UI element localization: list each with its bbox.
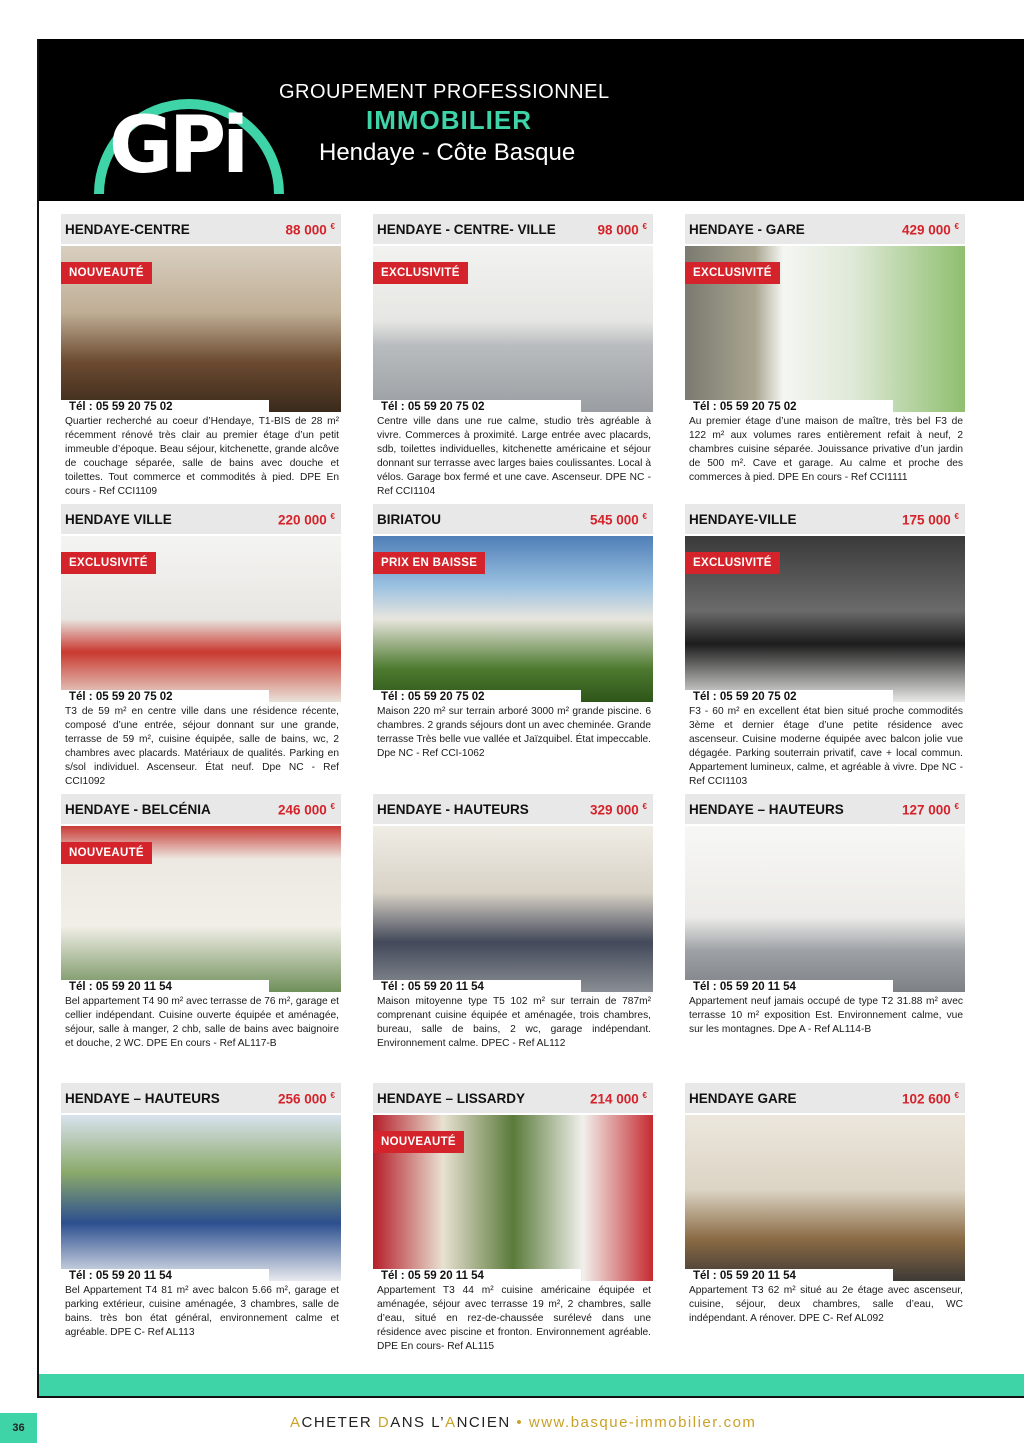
- agency-header: [39, 39, 1024, 201]
- listing-title-bar: [373, 214, 653, 244]
- listing-title-bar: [61, 1083, 341, 1113]
- listing-card[interactable]: [61, 504, 341, 787]
- listing-price-currency: €: [954, 1091, 959, 1100]
- listing-title: HENDAYE - GARE: [689, 222, 805, 237]
- listing-card[interactable]: [685, 214, 965, 494]
- listing-phone[interactable]: Tél : 05 59 20 11 54: [61, 980, 269, 994]
- listing-title-bar: [685, 504, 965, 534]
- listing-card[interactable]: [685, 794, 965, 1074]
- listing-price-value: 220 000: [277, 512, 331, 528]
- listing-price-value: 246 000: [277, 802, 331, 818]
- footer-bullet: •: [516, 1414, 524, 1431]
- footer-letter-a1: A: [290, 1414, 302, 1431]
- listing-card[interactable]: [373, 214, 653, 497]
- footer-accent-bar: [37, 1374, 1024, 1396]
- listing-price-value: 127 000: [901, 802, 955, 818]
- listing-card[interactable]: [373, 1083, 653, 1363]
- header-line-3: Hendaye - Côte Basque: [319, 139, 576, 166]
- listing-price-value: 256 000: [277, 1091, 331, 1107]
- listing-badge: EXCLUSIVITÉ: [373, 262, 468, 284]
- listing-photo[interactable]: [61, 826, 341, 992]
- footer-letter-a2: A: [445, 1414, 457, 1431]
- listing-title: HENDAYE – HAUTEURS: [65, 1091, 220, 1106]
- listing-description: Appartement neuf jamais occupé de type T2 31.88 m² avec terrasse 10 m² exposition Est. Environnement calme, vue sur les montagnes. Dpe A - Ref AL114-B: [689, 996, 963, 1035]
- listing-description: Centre ville dans une rue calme, studio très agréable à vivre. Commerces à proximité. Large entrée avec placards, sdb, toilettes individuelles, kitchenette américaine et séjour donnant sur terrasse avec larges baies coulissantes. Local à vélos. Garage box fermé et une cave. Ascenseur. DPE NC - Ref CCI1104: [377, 416, 651, 497]
- gpi-logo: GPi: [109, 101, 245, 191]
- listing-photo[interactable]: [373, 826, 653, 992]
- listing-badge: EXCLUSIVITÉ: [685, 552, 780, 574]
- footer-divider: [37, 1396, 1024, 1398]
- listing-phone[interactable]: Tél : 05 59 20 11 54: [685, 980, 893, 994]
- listing-photo[interactable]: [373, 536, 653, 702]
- listing-title: HENDAYE GARE: [689, 1091, 797, 1106]
- listing-card[interactable]: [61, 214, 341, 497]
- listing-price-currency: €: [330, 1091, 335, 1100]
- listing-title: HENDAYE - CENTRE- VILLE: [377, 222, 556, 237]
- listing-title-bar: [61, 794, 341, 824]
- listing-price-currency: €: [642, 1091, 647, 1100]
- listing-title: HENDAYE VILLE: [65, 512, 172, 527]
- listing-description: Appartement T3 62 m² situé au 2e étage avec ascenseur, cuisine, séjour, deux chambres, salle d’eau, WC indépendant. A rénover. DPE C- Ref AL092: [689, 1285, 963, 1324]
- listing-phone[interactable]: Tél : 05 59 20 75 02: [373, 400, 581, 414]
- listing-phone[interactable]: Tél : 05 59 20 75 02: [61, 400, 269, 414]
- listing-price-currency: €: [954, 222, 959, 231]
- listing-card[interactable]: [61, 794, 341, 1074]
- listing-badge: PRIX EN BAISSE: [373, 552, 485, 574]
- listing-price-value: 98 000: [597, 222, 643, 238]
- listing-title-bar: [61, 504, 341, 534]
- listing-phone[interactable]: Tél : 05 59 20 11 54: [373, 980, 581, 994]
- listing-title: BIRIATOU: [377, 512, 441, 527]
- listing-title: HENDAYE – HAUTEURS: [689, 802, 844, 817]
- listing-badge: NOUVEAUTÉ: [61, 842, 152, 864]
- listing-description: T3 de 59 m² en centre ville dans une résidence récente, composé d’une entrée, séjour donnant sur une grande, terrasse de 59 m², cuisine équipée, salle de bains, wc, 2 chambres avec placards. Matériaux de qualités. Parking en s/sol individuel. Ascenseur. État neuf. Dpe NC - Ref CCI1092: [65, 706, 339, 787]
- listing-title-bar: [685, 794, 965, 824]
- footer-word-3: NCIEN: [456, 1414, 511, 1431]
- listing-photo[interactable]: [373, 246, 653, 412]
- listing-card[interactable]: [61, 1083, 341, 1363]
- listing-price: [902, 1091, 959, 1107]
- listing-phone[interactable]: Tél : 05 59 20 75 02: [373, 690, 581, 704]
- listing-card[interactable]: [373, 794, 653, 1074]
- listing-description: Maison 220 m² sur terrain arboré 3000 m² grande piscine. 6 chambres. 2 grands séjours dont un avec cheminée. Grande terrasse Très belle vue vallée et Jaïzquibel. État impeccable. Dpe NC - Ref CCI-1062: [377, 706, 651, 759]
- listing-description: Appartement T3 44 m² cuisine américaine équipée et aménagée, séjour avec terrasse 19 m², 2 chambres, salle d’eau, situé en rez-de-chaussée surélevé dans une résidence avec piscine et fronton. Environnement agréable. DPE En cours- Ref AL115: [377, 1285, 651, 1352]
- listing-description: Bel appartement T4 90 m² avec terrasse de 76 m², garage et cellier indépendant. Cuisine ouverte équipée et aménagée, séjour, salle à manger, 2 chb, salle de bains avec baignoire et douche, 2 WC. DPE En cours - Ref AL117-B: [65, 996, 339, 1049]
- listing-price: [598, 222, 648, 238]
- listing-description: F3 - 60 m² en excellent état bien situé proche commodités 3ème et dernier étage d’une petite résidence avec ascenseur. Cuisine moderne équipée avec balcon jolie vue dégagée. Parking souterrain privatif, cave + local commun. Appartement lumineux, calme, et agréable à vivre. Dpe NC - Ref CCI1103: [689, 706, 963, 787]
- listing-photo[interactable]: [685, 246, 965, 412]
- listing-title: HENDAYE - BELCÉNIA: [65, 802, 211, 817]
- listing-price: [590, 802, 647, 818]
- listing-price-currency: €: [642, 222, 647, 231]
- listing-badge: EXCLUSIVITÉ: [61, 552, 156, 574]
- listing-description: Quartier recherché au coeur d’Hendaye, T1-BIS de 28 m² récemment rénové très clair au premier étage d’un petit immeuble d’époque. Beau séjour, kitchenette, grande alcôve de couchage séparée, salle de bains avec douche et toilettes. Tout commerce et commodités à pied. DPE En cours - Ref CCI1109: [65, 416, 339, 497]
- listing-price-currency: €: [642, 802, 647, 811]
- footer-word-1: CHETER: [301, 1414, 378, 1431]
- listing-price: [286, 222, 336, 238]
- listing-price-currency: €: [642, 512, 647, 521]
- listing-description: Bel Appartement T4 81 m² avec balcon 5.66 m², garage et parking extérieur, cuisine aménagée, 3 chambres, salle de bains. très bon état général, environnement calme et agréable. DPE C- Ref AL113: [65, 1285, 339, 1338]
- listing-photo[interactable]: [61, 536, 341, 702]
- listing-price-currency: €: [330, 222, 335, 231]
- listing-badge: NOUVEAUTÉ: [61, 262, 152, 284]
- footer-letter-d: D: [377, 1414, 391, 1431]
- listing-title: HENDAYE - HAUTEURS: [377, 802, 529, 817]
- listing-phone[interactable]: Tél : 05 59 20 11 54: [685, 1269, 893, 1283]
- listing-price-value: 214 000: [589, 1091, 643, 1107]
- listing-title-bar: [373, 504, 653, 534]
- listing-title-bar: [685, 214, 965, 244]
- listing-phone[interactable]: Tél : 05 59 20 75 02: [685, 400, 893, 414]
- listing-photo[interactable]: [61, 1115, 341, 1281]
- listing-title: HENDAYE-VILLE: [689, 512, 797, 527]
- listing-price-currency: €: [954, 512, 959, 521]
- listing-price-value: 175 000: [901, 512, 955, 528]
- listing-badge: NOUVEAUTÉ: [373, 1131, 464, 1153]
- listing-title-bar: [373, 794, 653, 824]
- listing-badge: EXCLUSIVITÉ: [685, 262, 780, 284]
- listing-price-value: 545 000: [589, 512, 643, 528]
- listing-photo[interactable]: [685, 826, 965, 992]
- listing-card[interactable]: [685, 1083, 965, 1363]
- listing-price: [278, 1091, 335, 1107]
- listing-price: [902, 802, 959, 818]
- listing-phone[interactable]: Tél : 05 59 20 75 02: [61, 690, 269, 704]
- listing-description: Au premier étage d’une maison de maître, très bel F3 de 122 m² aux volumes rares entièrement refait à neuf, 2 chambres cuisine séparée. Jouissance privative d’un jardin de 500 m². Cave et garage. Au calme et proche des commerces à pied. DPE En cours - Ref CCI1111: [689, 416, 963, 483]
- listing-price-value: 88 000: [285, 222, 331, 238]
- listing-price-currency: €: [954, 802, 959, 811]
- listing-price: [278, 802, 335, 818]
- listing-photo[interactable]: [685, 536, 965, 702]
- listing-title-bar: [373, 1083, 653, 1113]
- listing-price-value: 102 600: [901, 1091, 955, 1107]
- footer-tagline: [290, 1414, 756, 1431]
- page-number: 36: [0, 1413, 37, 1443]
- listing-price: [902, 512, 959, 528]
- listing-title: HENDAYE – LISSARDY: [377, 1091, 526, 1106]
- listing-card[interactable]: [373, 504, 653, 784]
- listing-price-currency: €: [330, 512, 335, 521]
- listing-phone[interactable]: Tél : 05 59 20 11 54: [61, 1269, 269, 1283]
- listing-price-value: 329 000: [589, 802, 643, 818]
- listing-price: [590, 1091, 647, 1107]
- listing-price: [902, 222, 959, 238]
- footer-url-link[interactable]: www.basque-immobilier.com: [528, 1414, 757, 1431]
- listing-title-bar: [685, 1083, 965, 1113]
- listing-card[interactable]: [685, 504, 965, 787]
- listing-price-currency: €: [330, 802, 335, 811]
- listing-phone[interactable]: Tél : 05 59 20 75 02: [685, 690, 893, 704]
- listing-price: [590, 512, 647, 528]
- listing-photo[interactable]: [373, 1115, 653, 1281]
- footer-word-2: ANS L’: [390, 1414, 446, 1431]
- listing-photo[interactable]: [685, 1115, 965, 1281]
- header-line-1: GROUPEMENT PROFESSIONNEL: [279, 81, 610, 103]
- listing-price-value: 429 000: [901, 222, 955, 238]
- listing-description: Maison mitoyenne type T5 102 m² sur terrain de 787m² comprenant cuisine équipée et aménagée, trois chambres, bureau, salle de bains, 2 wc, garage indépendant. Environnement calme. DPEC - Ref AL112: [377, 996, 651, 1049]
- listing-phone[interactable]: Tél : 05 59 20 11 54: [373, 1269, 581, 1283]
- listing-price: [278, 512, 335, 528]
- listing-title-bar: [61, 214, 341, 244]
- header-line-2: IMMOBILIER: [366, 105, 532, 135]
- listing-photo[interactable]: [61, 246, 341, 412]
- listing-title: HENDAYE-CENTRE: [65, 222, 190, 237]
